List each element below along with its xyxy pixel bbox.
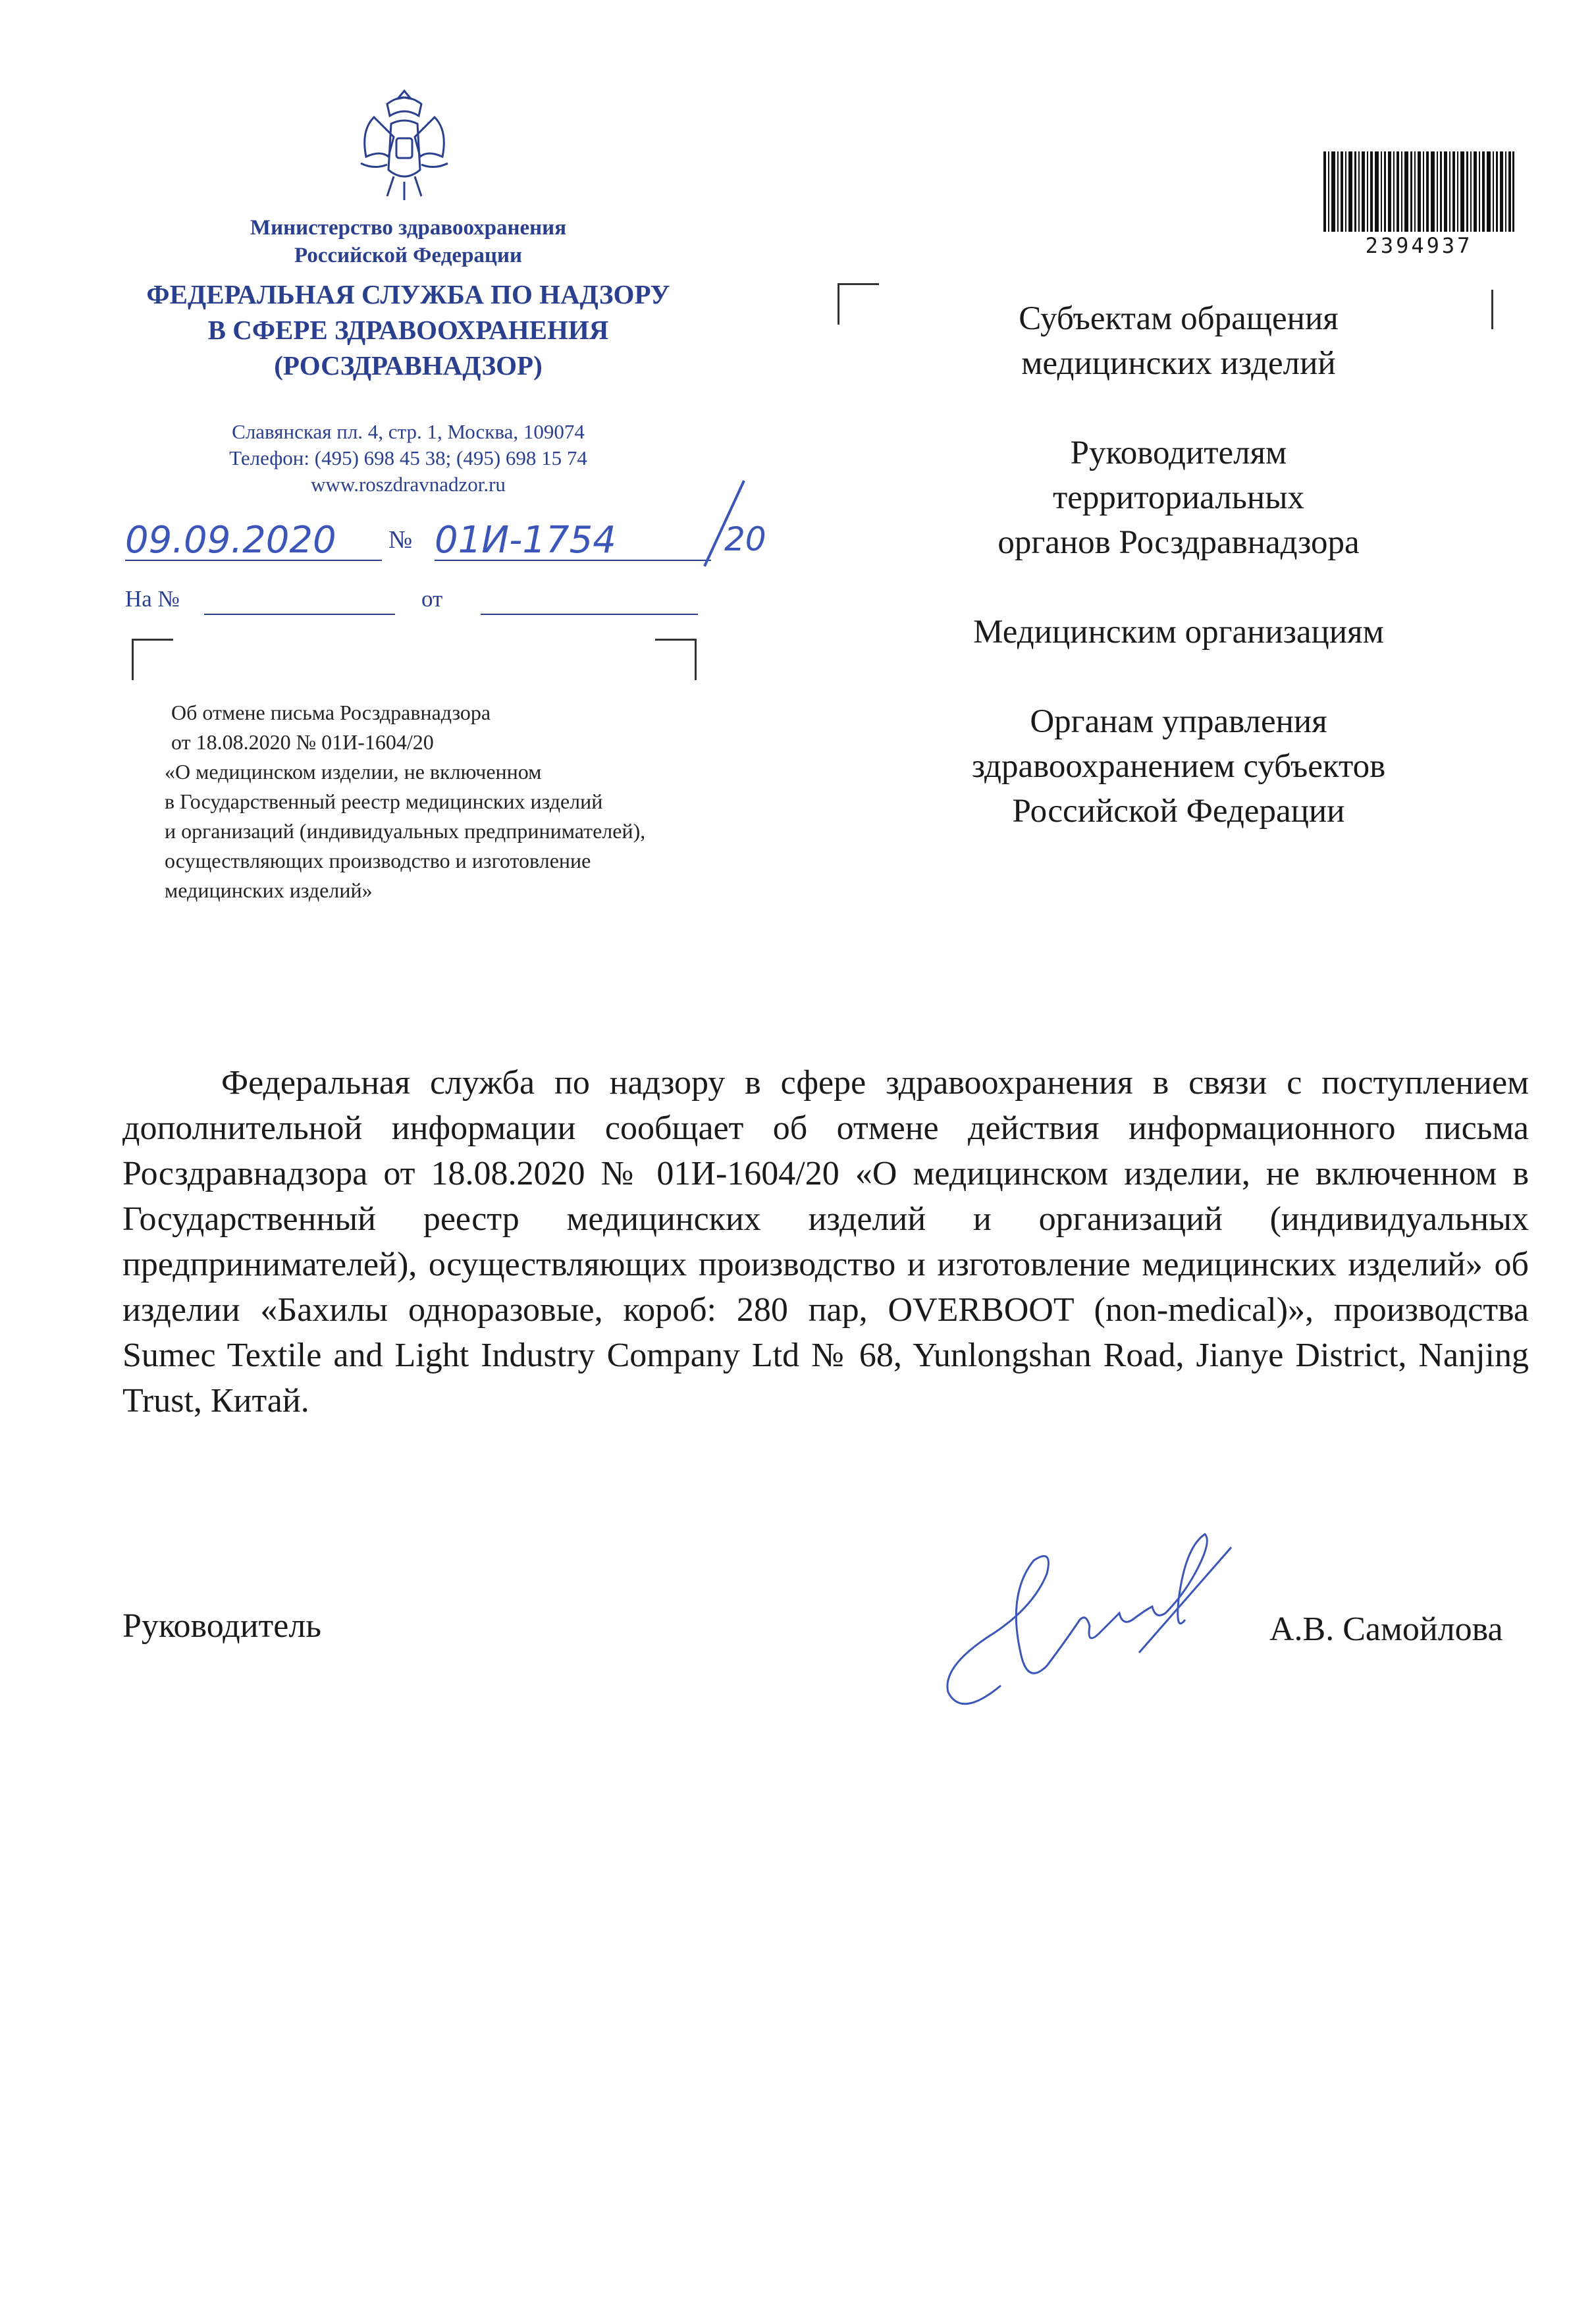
signatory-name: А.В. Самойлова	[1269, 1611, 1503, 1648]
registration-number-field	[435, 519, 711, 561]
subject-line-4: в Государственный реестр медицинских изделий	[165, 789, 603, 813]
recipient-line: Российской Федерации	[1012, 793, 1345, 830]
body-paragraph: Федеральная служба по надзору в сфере здравоохранения в связи с поступлением дополнительной информации сообщает об отмене действия информационного письма Росздравнадзора от 18.08.2020 № 01И-1604/20 «О медицинском изделии, не включенном в Государственный реестр медицинских изделий и организаций (индивидуальных предпринимателей), осуществляющих производство и изготовление медицинских изделий» об изделии «Бахилы одноразовые, короб: 280 пар, OVERBOOT (non-medical)», производства Sumec Textile and Light Industry Company Ltd № 68, Yunlongshan Road, Jianye District, Nanjing Trust, Китай.	[122, 1064, 1529, 1420]
recipient-line: здравоохранением субъектов	[971, 748, 1386, 785]
reply-number-blank	[204, 614, 395, 615]
corner-mark-recipient-right	[1485, 290, 1493, 329]
recipient-group-2	[889, 431, 1468, 565]
service-line-2: В СФЕРЕ ЗДРАВООХРАНЕНИЯ	[207, 315, 609, 345]
recipient-line: Руководителям	[1070, 435, 1287, 471]
recipient-group-1	[889, 296, 1468, 386]
reply-date-label: от	[421, 586, 443, 612]
barcode-bars	[1323, 151, 1514, 232]
address-line-2: Телефон: (495) 698 45 38; (495) 698 15 74	[229, 446, 587, 469]
registration-number-label: №	[388, 526, 413, 554]
recipient-line: территориальных	[1053, 479, 1304, 516]
registration-number-suffix: 20	[724, 520, 766, 558]
coat-of-arms-icon	[348, 78, 461, 209]
registration-suffix	[698, 474, 816, 573]
recipient-group-3	[889, 610, 1468, 654]
service-line-1: ФЕДЕРАЛЬНАЯ СЛУЖБА ПО НАДЗОРУ	[146, 279, 670, 309]
recipient-line: органов Росздравнадзора	[998, 524, 1360, 561]
corner-mark-top-left	[132, 639, 173, 680]
subject-line-6: осуществляющих производство и изготовление	[165, 849, 591, 872]
subject-block	[165, 698, 823, 905]
subject-line-1: Об отмене письма Росздравнадзора	[171, 701, 491, 724]
barcode-number: 2394937	[1365, 233, 1473, 258]
recipient-line: Медицинским организациям	[973, 614, 1384, 651]
corner-mark-top-right	[655, 639, 697, 680]
subject-line-7: медицинских изделий»	[165, 878, 373, 902]
address-block	[145, 419, 672, 498]
recipient-line: Органам управления	[1030, 703, 1327, 740]
recipient-group-4	[889, 699, 1468, 834]
registration-date-field	[125, 519, 382, 561]
registration-date: 09.09.2020	[125, 519, 336, 562]
registration-line	[125, 519, 797, 572]
corner-mark-recipient-left	[838, 283, 879, 325]
ministry-name	[145, 214, 672, 269]
handwritten-signature-icon	[922, 1521, 1264, 1718]
recipient-line: медицинских изделий	[1021, 345, 1336, 382]
recipient-line: Субъектам обращения	[1019, 300, 1339, 337]
letter-body	[122, 1060, 1529, 1424]
service-name	[79, 277, 737, 383]
signatory-title: Руководитель	[122, 1607, 321, 1645]
address-line-3: www.roszdravnadzor.ru	[311, 473, 506, 496]
subject-line-3: «О медицинском изделии, не включенном	[165, 760, 542, 784]
address-line-1: Славянская пл. 4, стр. 1, Москва, 109074	[232, 420, 585, 443]
registration-number: 01И-1754	[435, 519, 616, 562]
reply-reference-line	[125, 586, 731, 619]
reply-number-label: На №	[125, 586, 180, 612]
ministry-line-2: Российской Федерации	[294, 244, 522, 267]
reply-date-blank	[481, 614, 698, 615]
recipients-block	[889, 296, 1468, 878]
subject-line-2: от 18.08.2020 № 01И-1604/20	[171, 730, 434, 754]
ministry-line-1: Министерство здравоохранения	[250, 216, 567, 240]
subject-line-5: и организаций (индивидуальных предпринимателей),	[165, 819, 646, 843]
service-line-3: (РОСЗДРАВНАДЗОР)	[274, 350, 543, 381]
barcode	[1323, 151, 1514, 258]
